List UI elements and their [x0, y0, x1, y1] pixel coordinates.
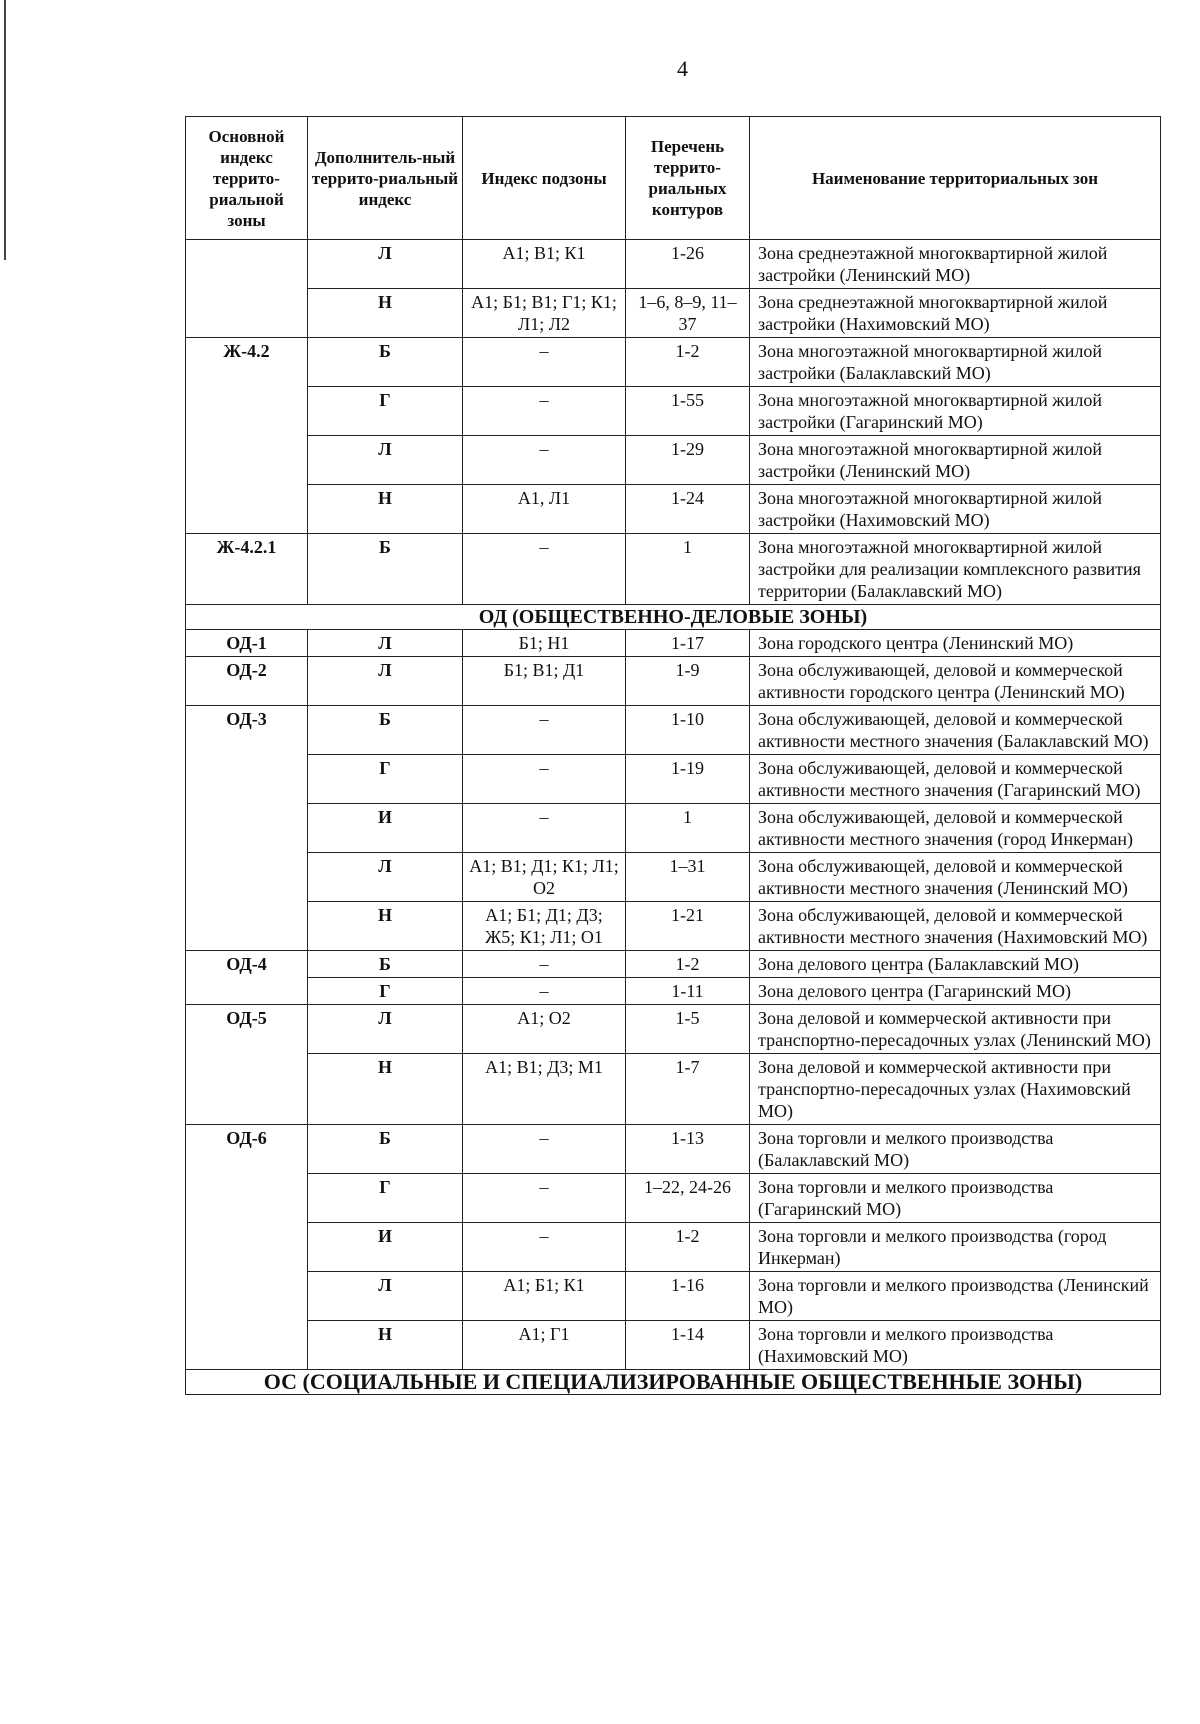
main-index-cell: ОД-2: [186, 657, 308, 706]
additional-index-cell: Г: [308, 755, 463, 804]
main-index-cell: Ж-4.2: [186, 338, 308, 534]
contours-cell: 1-11: [626, 978, 750, 1005]
table-row: [186, 1174, 1161, 1223]
additional-index-cell: Н: [308, 902, 463, 951]
header-subzone-index: Индекс подзоны: [463, 117, 626, 240]
main-index-cell: ОД-1: [186, 630, 308, 657]
additional-index-cell: Н: [308, 1054, 463, 1125]
additional-index-cell: Г: [308, 978, 463, 1005]
zone-name-cell: Зона торговли и мелкого производства (Нахимовский МО): [750, 1321, 1161, 1370]
section-title: ОД (ОБЩЕСТВЕННО-ДЕЛОВЫЕ ЗОНЫ): [186, 605, 1161, 630]
subzone-index-cell: А1; Б1; В1; Г1; К1; Л1; Л2: [463, 289, 626, 338]
main-index-cell: Ж-4.2.1: [186, 534, 308, 605]
zone-name-cell: Зона обслуживающей, деловой и коммерческой активности местного значения (город Инкерман): [750, 804, 1161, 853]
main-index-cell: [186, 240, 308, 338]
table-row: [186, 755, 1161, 804]
table-row: [186, 951, 1161, 978]
subzone-index-cell: А1; О2: [463, 1005, 626, 1054]
subzone-index-cell: А1; Б1; Д1; Д3; Ж5; К1; Л1; О1: [463, 902, 626, 951]
contours-cell: 1-55: [626, 387, 750, 436]
additional-index-cell: Л: [308, 1005, 463, 1054]
page-number: 4: [677, 56, 688, 81]
section-row: [186, 1370, 1161, 1395]
subzone-index-cell: А1; В1; К1: [463, 240, 626, 289]
table-row: [186, 240, 1161, 289]
section-row: [186, 605, 1161, 630]
contours-cell: 1-5: [626, 1005, 750, 1054]
table-row: [186, 1223, 1161, 1272]
subzone-index-cell: А1, Л1: [463, 485, 626, 534]
zones-table: [185, 116, 1161, 1395]
table-row: [186, 630, 1161, 657]
zone-name-cell: Зона деловой и коммерческой активности при транспортно-пересадочных узлах (Ленинский МО): [750, 1005, 1161, 1054]
table-row: [186, 1272, 1161, 1321]
additional-index-cell: Л: [308, 630, 463, 657]
contours-cell: 1-13: [626, 1125, 750, 1174]
contours-cell: 1: [626, 534, 750, 605]
subzone-index-cell: А1; Г1: [463, 1321, 626, 1370]
zone-name-cell: Зона среднеэтажной многоквартирной жилой застройки (Ленинский МО): [750, 240, 1161, 289]
table-row: [186, 902, 1161, 951]
zone-name-cell: Зона обслуживающей, деловой и коммерческой активности местного значения (Гагаринский МО): [750, 755, 1161, 804]
header-main-index: Основной индекс террито-риальной зоны: [186, 117, 308, 240]
zone-name-cell: Зона делового центра (Гагаринский МО): [750, 978, 1161, 1005]
table-row: [186, 387, 1161, 436]
table-header: [186, 117, 1161, 240]
zone-name-cell: Зона многоэтажной многоквартирной жилой застройки (Балаклавский МО): [750, 338, 1161, 387]
zone-name-cell: Зона многоэтажной многоквартирной жилой застройки для реализации комплексного развития территории (Балаклавский МО): [750, 534, 1161, 605]
contours-cell: 1–6, 8–9, 11–37: [626, 289, 750, 338]
main-index-cell: ОД-4: [186, 951, 308, 1005]
subzone-index-cell: А1; Б1; К1: [463, 1272, 626, 1321]
additional-index-cell: Г: [308, 387, 463, 436]
table-row: [186, 1125, 1161, 1174]
contours-cell: 1-17: [626, 630, 750, 657]
subzone-index-cell: –: [463, 387, 626, 436]
zone-name-cell: Зона торговли и мелкого производства (Балаклавский МО): [750, 1125, 1161, 1174]
zone-name-cell: Зона торговли и мелкого производства (город Инкерман): [750, 1223, 1161, 1272]
additional-index-cell: Б: [308, 951, 463, 978]
subzone-index-cell: –: [463, 338, 626, 387]
additional-index-cell: И: [308, 1223, 463, 1272]
table-row: [186, 289, 1161, 338]
table-row: [186, 436, 1161, 485]
subzone-index-cell: –: [463, 951, 626, 978]
main-index-cell: ОД-6: [186, 1125, 308, 1370]
contours-cell: 1: [626, 804, 750, 853]
table-row: [186, 706, 1161, 755]
subzone-index-cell: –: [463, 1223, 626, 1272]
additional-index-cell: Г: [308, 1174, 463, 1223]
table-body: [186, 240, 1161, 1395]
additional-index-cell: Б: [308, 1125, 463, 1174]
contours-cell: 1-24: [626, 485, 750, 534]
zone-name-cell: Зона многоэтажной многоквартирной жилой застройки (Гагаринский МО): [750, 387, 1161, 436]
additional-index-cell: Б: [308, 338, 463, 387]
subzone-index-cell: –: [463, 534, 626, 605]
additional-index-cell: Л: [308, 436, 463, 485]
additional-index-cell: Л: [308, 1272, 463, 1321]
contours-cell: 1-26: [626, 240, 750, 289]
additional-index-cell: Л: [308, 853, 463, 902]
subzone-index-cell: А1; В1; Д1; К1; Л1; О2: [463, 853, 626, 902]
table-row: [186, 1005, 1161, 1054]
additional-index-cell: И: [308, 804, 463, 853]
zone-name-cell: Зона многоэтажной многоквартирной жилой застройки (Нахимовский МО): [750, 485, 1161, 534]
zone-name-cell: Зона многоэтажной многоквартирной жилой застройки (Ленинский МО): [750, 436, 1161, 485]
header-additional-index: Дополнитель-ный террито-риальный индекс: [308, 117, 463, 240]
additional-index-cell: Л: [308, 657, 463, 706]
subzone-index-cell: –: [463, 1174, 626, 1223]
table-row: [186, 804, 1161, 853]
table-row: [186, 485, 1161, 534]
zone-name-cell: Зона городского центра (Ленинский МО): [750, 630, 1161, 657]
contours-cell: 1-7: [626, 1054, 750, 1125]
main-index-cell: ОД-5: [186, 1005, 308, 1125]
additional-index-cell: Б: [308, 534, 463, 605]
subzone-index-cell: Б1; В1; Д1: [463, 657, 626, 706]
contours-cell: 1-14: [626, 1321, 750, 1370]
subzone-index-cell: А1; В1; Д3; М1: [463, 1054, 626, 1125]
additional-index-cell: Н: [308, 1321, 463, 1370]
subzone-index-cell: –: [463, 755, 626, 804]
zone-name-cell: Зона обслуживающей, деловой и коммерческой активности городского центра (Ленинский МО): [750, 657, 1161, 706]
contours-cell: 1-29: [626, 436, 750, 485]
table-row: [186, 534, 1161, 605]
zone-name-cell: Зона обслуживающей, деловой и коммерческой активности местного значения (Нахимовский МО): [750, 902, 1161, 951]
contours-cell: 1–22, 24-26: [626, 1174, 750, 1223]
table-row: [186, 978, 1161, 1005]
subzone-index-cell: –: [463, 706, 626, 755]
zone-name-cell: Зона делового центра (Балаклавский МО): [750, 951, 1161, 978]
subzone-index-cell: –: [463, 804, 626, 853]
additional-index-cell: Л: [308, 240, 463, 289]
additional-index-cell: Н: [308, 485, 463, 534]
contours-cell: 1-16: [626, 1272, 750, 1321]
subzone-index-cell: Б1; Н1: [463, 630, 626, 657]
additional-index-cell: Н: [308, 289, 463, 338]
table-row: [186, 853, 1161, 902]
table-row: [186, 338, 1161, 387]
header-zone-name: Наименование территориальных зон: [750, 117, 1161, 240]
contours-cell: 1-2: [626, 338, 750, 387]
header-contours: Перечень террито-риальных контуров: [626, 117, 750, 240]
main-index-cell: ОД-3: [186, 706, 308, 951]
contours-cell: 1-9: [626, 657, 750, 706]
contours-cell: 1-2: [626, 1223, 750, 1272]
zone-name-cell: Зона среднеэтажной многоквартирной жилой застройки (Нахимовский МО): [750, 289, 1161, 338]
zone-name-cell: Зона торговли и мелкого производства (Гагаринский МО): [750, 1174, 1161, 1223]
zone-name-cell: Зона обслуживающей, деловой и коммерческой активности местного значения (Ленинский МО): [750, 853, 1161, 902]
section-title: ОС (СОЦИАЛЬНЫЕ И СПЕЦИАЛИЗИРОВАННЫЕ ОБЩЕСТВЕННЫЕ ЗОНЫ): [186, 1370, 1161, 1395]
zone-name-cell: Зона торговли и мелкого производства (Ленинский МО): [750, 1272, 1161, 1321]
additional-index-cell: Б: [308, 706, 463, 755]
table-row: [186, 1321, 1161, 1370]
contours-cell: 1-2: [626, 951, 750, 978]
subzone-index-cell: –: [463, 978, 626, 1005]
contours-cell: 1-10: [626, 706, 750, 755]
subzone-index-cell: –: [463, 436, 626, 485]
contours-cell: 1-21: [626, 902, 750, 951]
scan-edge-line: [4, 0, 6, 260]
table-row: [186, 1054, 1161, 1125]
subzone-index-cell: –: [463, 1125, 626, 1174]
contours-cell: 1–31: [626, 853, 750, 902]
contours-cell: 1-19: [626, 755, 750, 804]
zone-name-cell: Зона обслуживающей, деловой и коммерческой активности местного значения (Балаклавский МО): [750, 706, 1161, 755]
table-row: [186, 657, 1161, 706]
zone-name-cell: Зона деловой и коммерческой активности при транспортно-пересадочных узлах (Нахимовский МО): [750, 1054, 1161, 1125]
